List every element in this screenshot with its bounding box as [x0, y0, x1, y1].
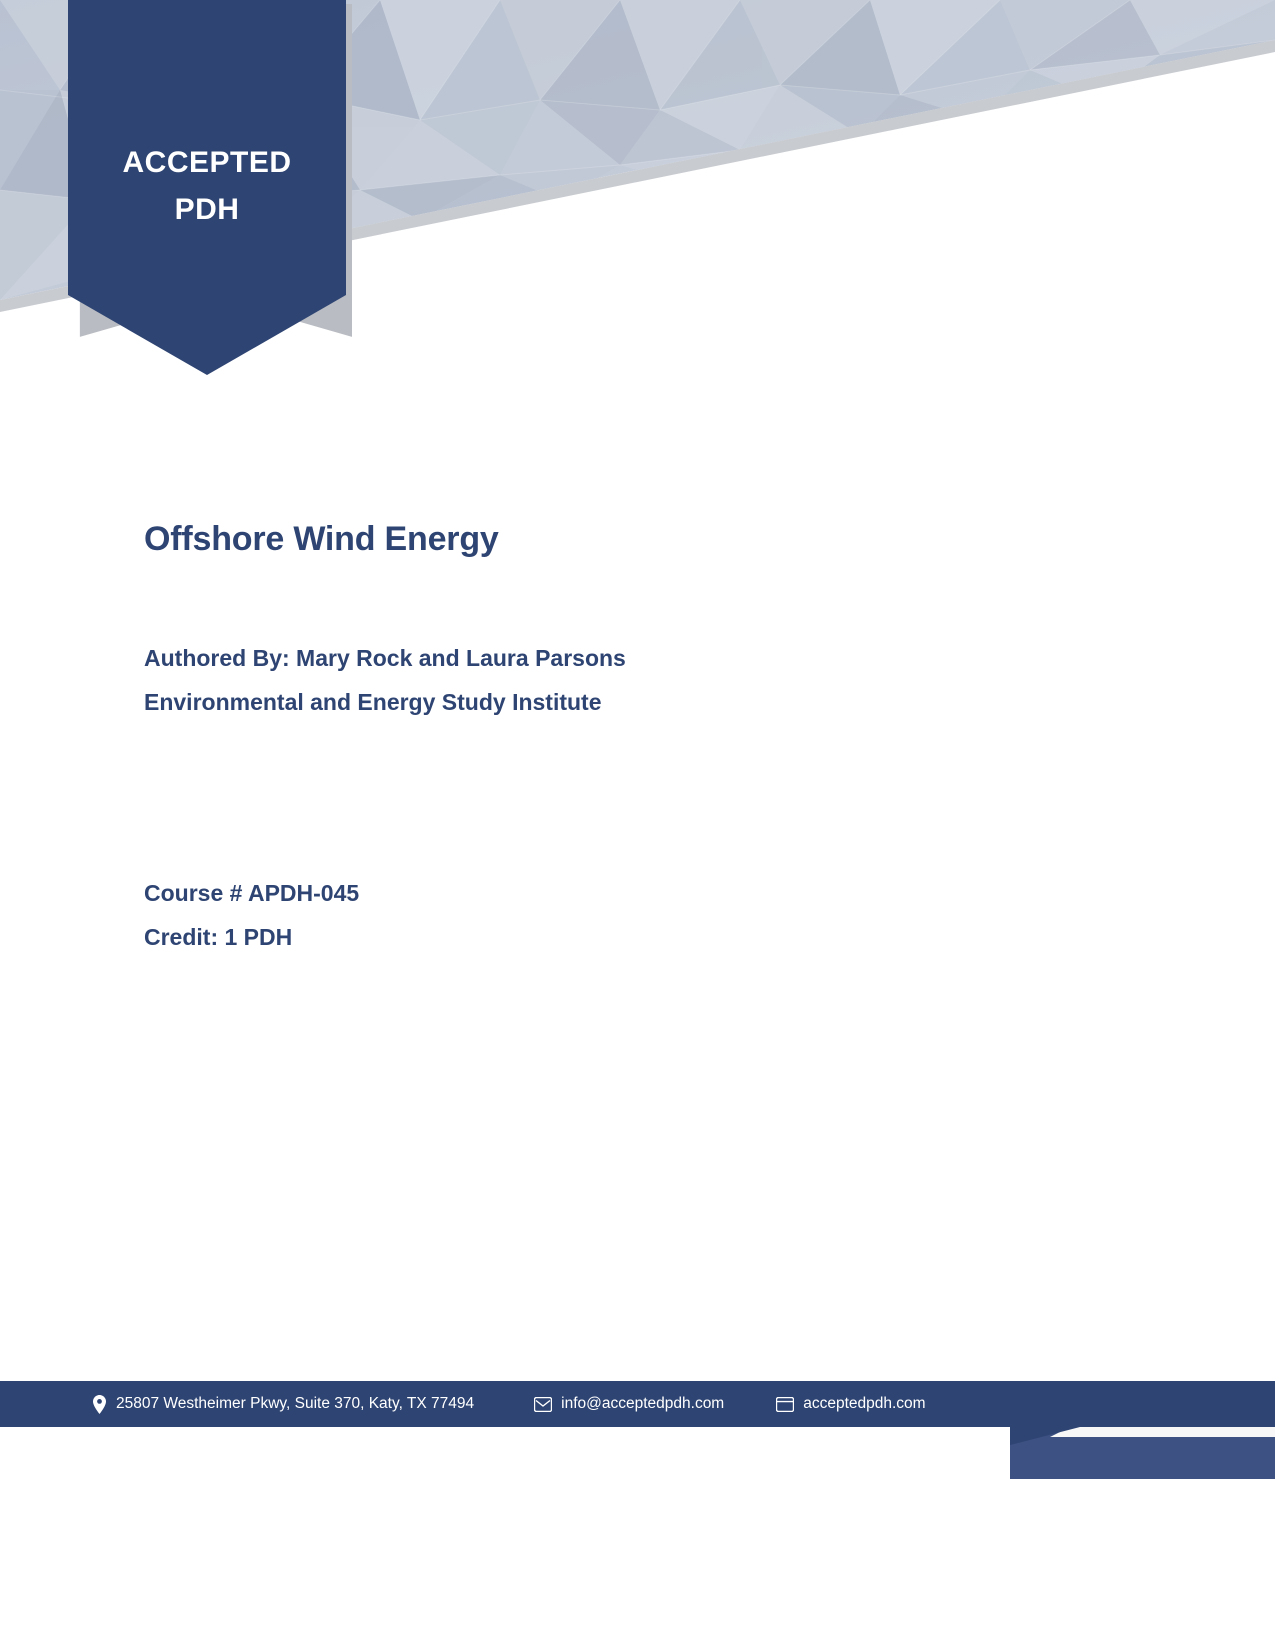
- ribbon-label-line2: PDH: [174, 192, 240, 226]
- document-title-block: [144, 520, 1044, 960]
- location-pin-icon: [92, 1395, 107, 1414]
- footer-website[interactable]: [776, 1395, 925, 1413]
- page-title: Offshore Wind Energy: [144, 520, 499, 558]
- accepted-pdh-ribbon: [68, 0, 346, 380]
- organization-line: Environmental and Energy Study Institute: [144, 688, 602, 715]
- footer-address: [92, 1395, 474, 1414]
- course-credit: Credit: 1 PDH: [144, 924, 293, 951]
- footer-website-text: acceptedpdh.com: [803, 1395, 926, 1412]
- footer-content: [0, 1381, 1275, 1427]
- footer-email-text: info@acceptedpdh.com: [561, 1395, 725, 1412]
- course-info-block: [144, 872, 1044, 959]
- course-number: Course # APDH-045: [144, 880, 360, 907]
- envelope-icon: [534, 1397, 552, 1412]
- footer-email[interactable]: [534, 1395, 724, 1413]
- footer-address-text: 25807 Westheimer Pkwy, Suite 370, Katy, TX 77494: [116, 1395, 475, 1412]
- footer-arrow-accent: [1010, 1427, 1275, 1487]
- author-line: Authored By: Mary Rock and Laura Parsons: [144, 645, 626, 671]
- ribbon-label: [68, 140, 346, 233]
- ribbon-label-line1: ACCEPTED: [122, 146, 292, 179]
- browser-window-icon: [776, 1397, 794, 1412]
- page-footer: [0, 1381, 1275, 1491]
- author-block: [144, 637, 1044, 724]
